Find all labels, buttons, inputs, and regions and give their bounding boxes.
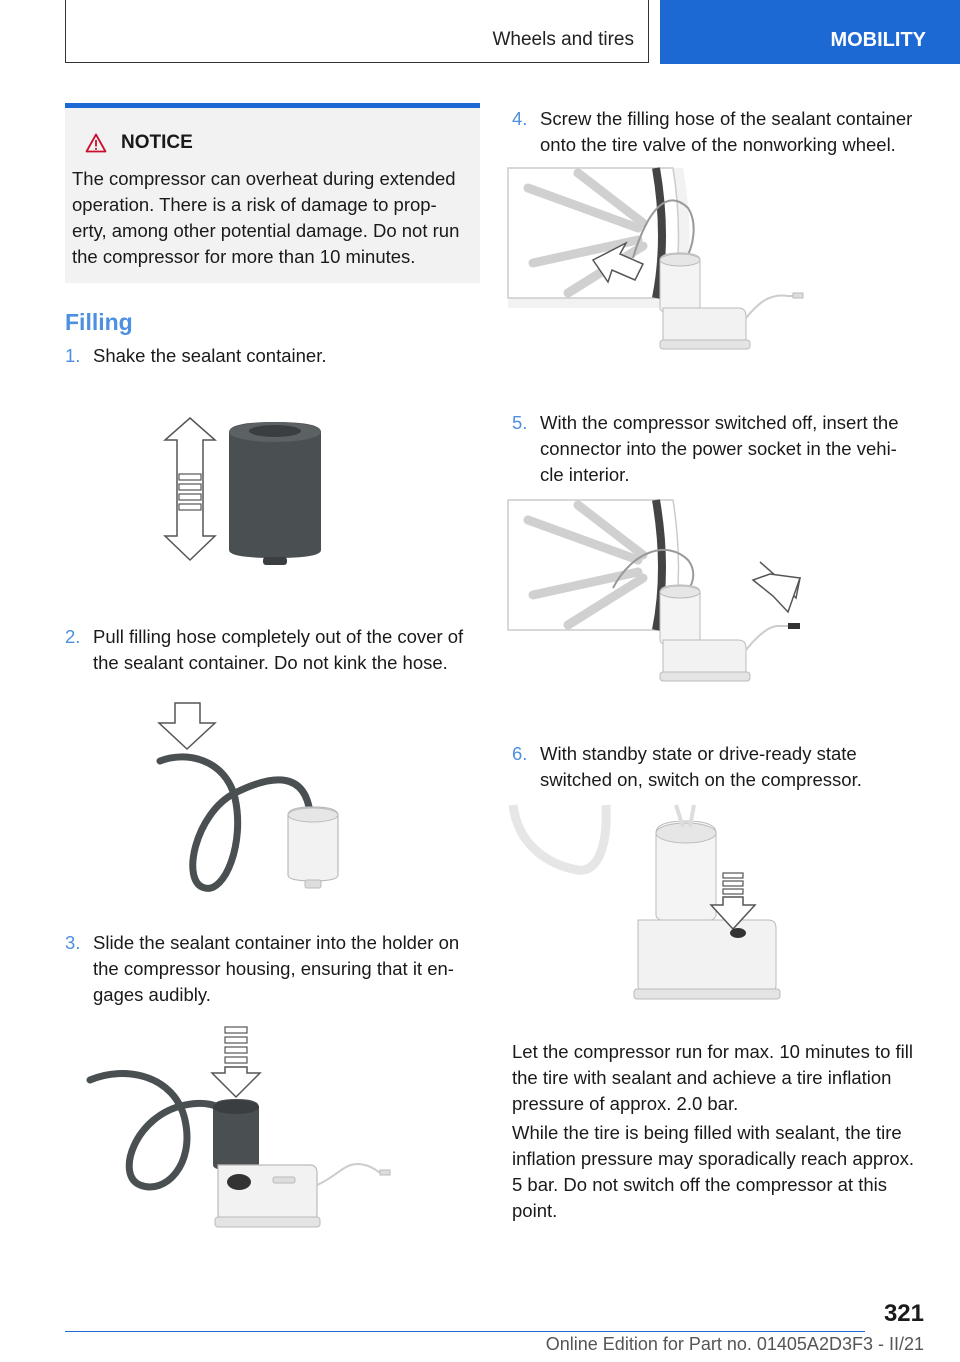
switch-on-compressor-illustration <box>508 805 788 1005</box>
step-line: onto the tire valve of the nonworking wheel. <box>540 134 896 155</box>
pull-hose-illustration <box>155 703 345 893</box>
paragraph-pressure-warning <box>512 1120 937 1224</box>
warning-triangle-icon <box>85 133 107 153</box>
step-number: 3. <box>65 932 81 953</box>
chapter-tab: MOBILITY <box>660 0 960 64</box>
notice-text <box>72 166 472 270</box>
paragraph-run-time <box>512 1039 937 1117</box>
paragraph-line: While the tire is being filled with sealant, the tire <box>512 1122 902 1143</box>
step-3 <box>65 930 485 1012</box>
notice-line: The compressor can overheat during extended <box>72 168 456 189</box>
hose-on-valve-illustration <box>508 168 808 354</box>
notice-line: the compressor for more than 10 minutes. <box>72 246 416 267</box>
notice-box <box>65 103 480 283</box>
step-1 <box>65 343 485 373</box>
insert-container-illustration <box>85 1025 395 1235</box>
step-text <box>540 410 899 488</box>
section-title: Wheels and tires <box>492 29 634 50</box>
notice-title: NOTICE <box>121 132 193 153</box>
paragraph-line: inflation pressure may sporadically reach approx. <box>512 1148 915 1169</box>
step-number: 5. <box>512 412 528 433</box>
step-text: Shake the sealant container. <box>93 345 327 366</box>
step-line: Slide the sealant container into the holder on <box>93 932 460 953</box>
step-number: 1. <box>65 345 81 366</box>
step-line: switched on, switch on the compressor. <box>540 769 862 790</box>
page-number: 321 <box>883 1300 924 1327</box>
step-line: gages audibly. <box>93 984 211 1005</box>
step-number: 2. <box>65 626 81 647</box>
step-line: With the compressor switched off, insert the <box>540 412 899 433</box>
step-line: Pull filling hose completely out of the cover of <box>93 626 464 647</box>
step-line: the compressor housing, ensuring that it en- <box>93 958 454 979</box>
step-4 <box>512 106 942 162</box>
notice-line: erty, among other potential damage. Do not run <box>72 220 460 241</box>
section-heading: Filling <box>65 309 133 335</box>
step-6 <box>512 741 942 797</box>
notice-line: operation. There is a risk of damage to prop- <box>72 194 437 215</box>
plug-connector-illustration <box>508 500 808 684</box>
step-line: the sealant container. Do not kink the hose. <box>93 652 448 673</box>
notice-header <box>85 132 193 154</box>
step-line: cle interior. <box>540 464 630 485</box>
step-text <box>93 624 463 676</box>
shake-container-illustration <box>165 418 325 570</box>
step-number: 4. <box>512 108 528 129</box>
paragraph-line: 5 bar. Do not switch off the compressor at this <box>512 1174 887 1195</box>
step-text <box>540 106 912 158</box>
step-line: connector into the power socket in the vehi- <box>540 438 897 459</box>
step-text <box>93 930 459 1008</box>
step-line: With standby state or drive-ready state <box>540 743 857 764</box>
paragraph-line: point. <box>512 1200 558 1221</box>
footer-edition: Online Edition for Part no. 01405A2D3F3 - II/21 <box>545 1334 924 1354</box>
paragraph-line: pressure of approx. 2.0 bar. <box>512 1093 739 1114</box>
paragraph-line: the tire with sealant and achieve a tire inflation <box>512 1067 892 1088</box>
step-line: Screw the filling hose of the sealant container <box>540 108 913 129</box>
step-5 <box>512 410 942 492</box>
step-2 <box>65 624 485 680</box>
step-number: 6. <box>512 743 528 764</box>
footer-divider <box>65 1331 865 1332</box>
step-text <box>540 741 862 793</box>
paragraph-line: Let the compressor run for max. 10 minutes to fill <box>512 1041 914 1062</box>
